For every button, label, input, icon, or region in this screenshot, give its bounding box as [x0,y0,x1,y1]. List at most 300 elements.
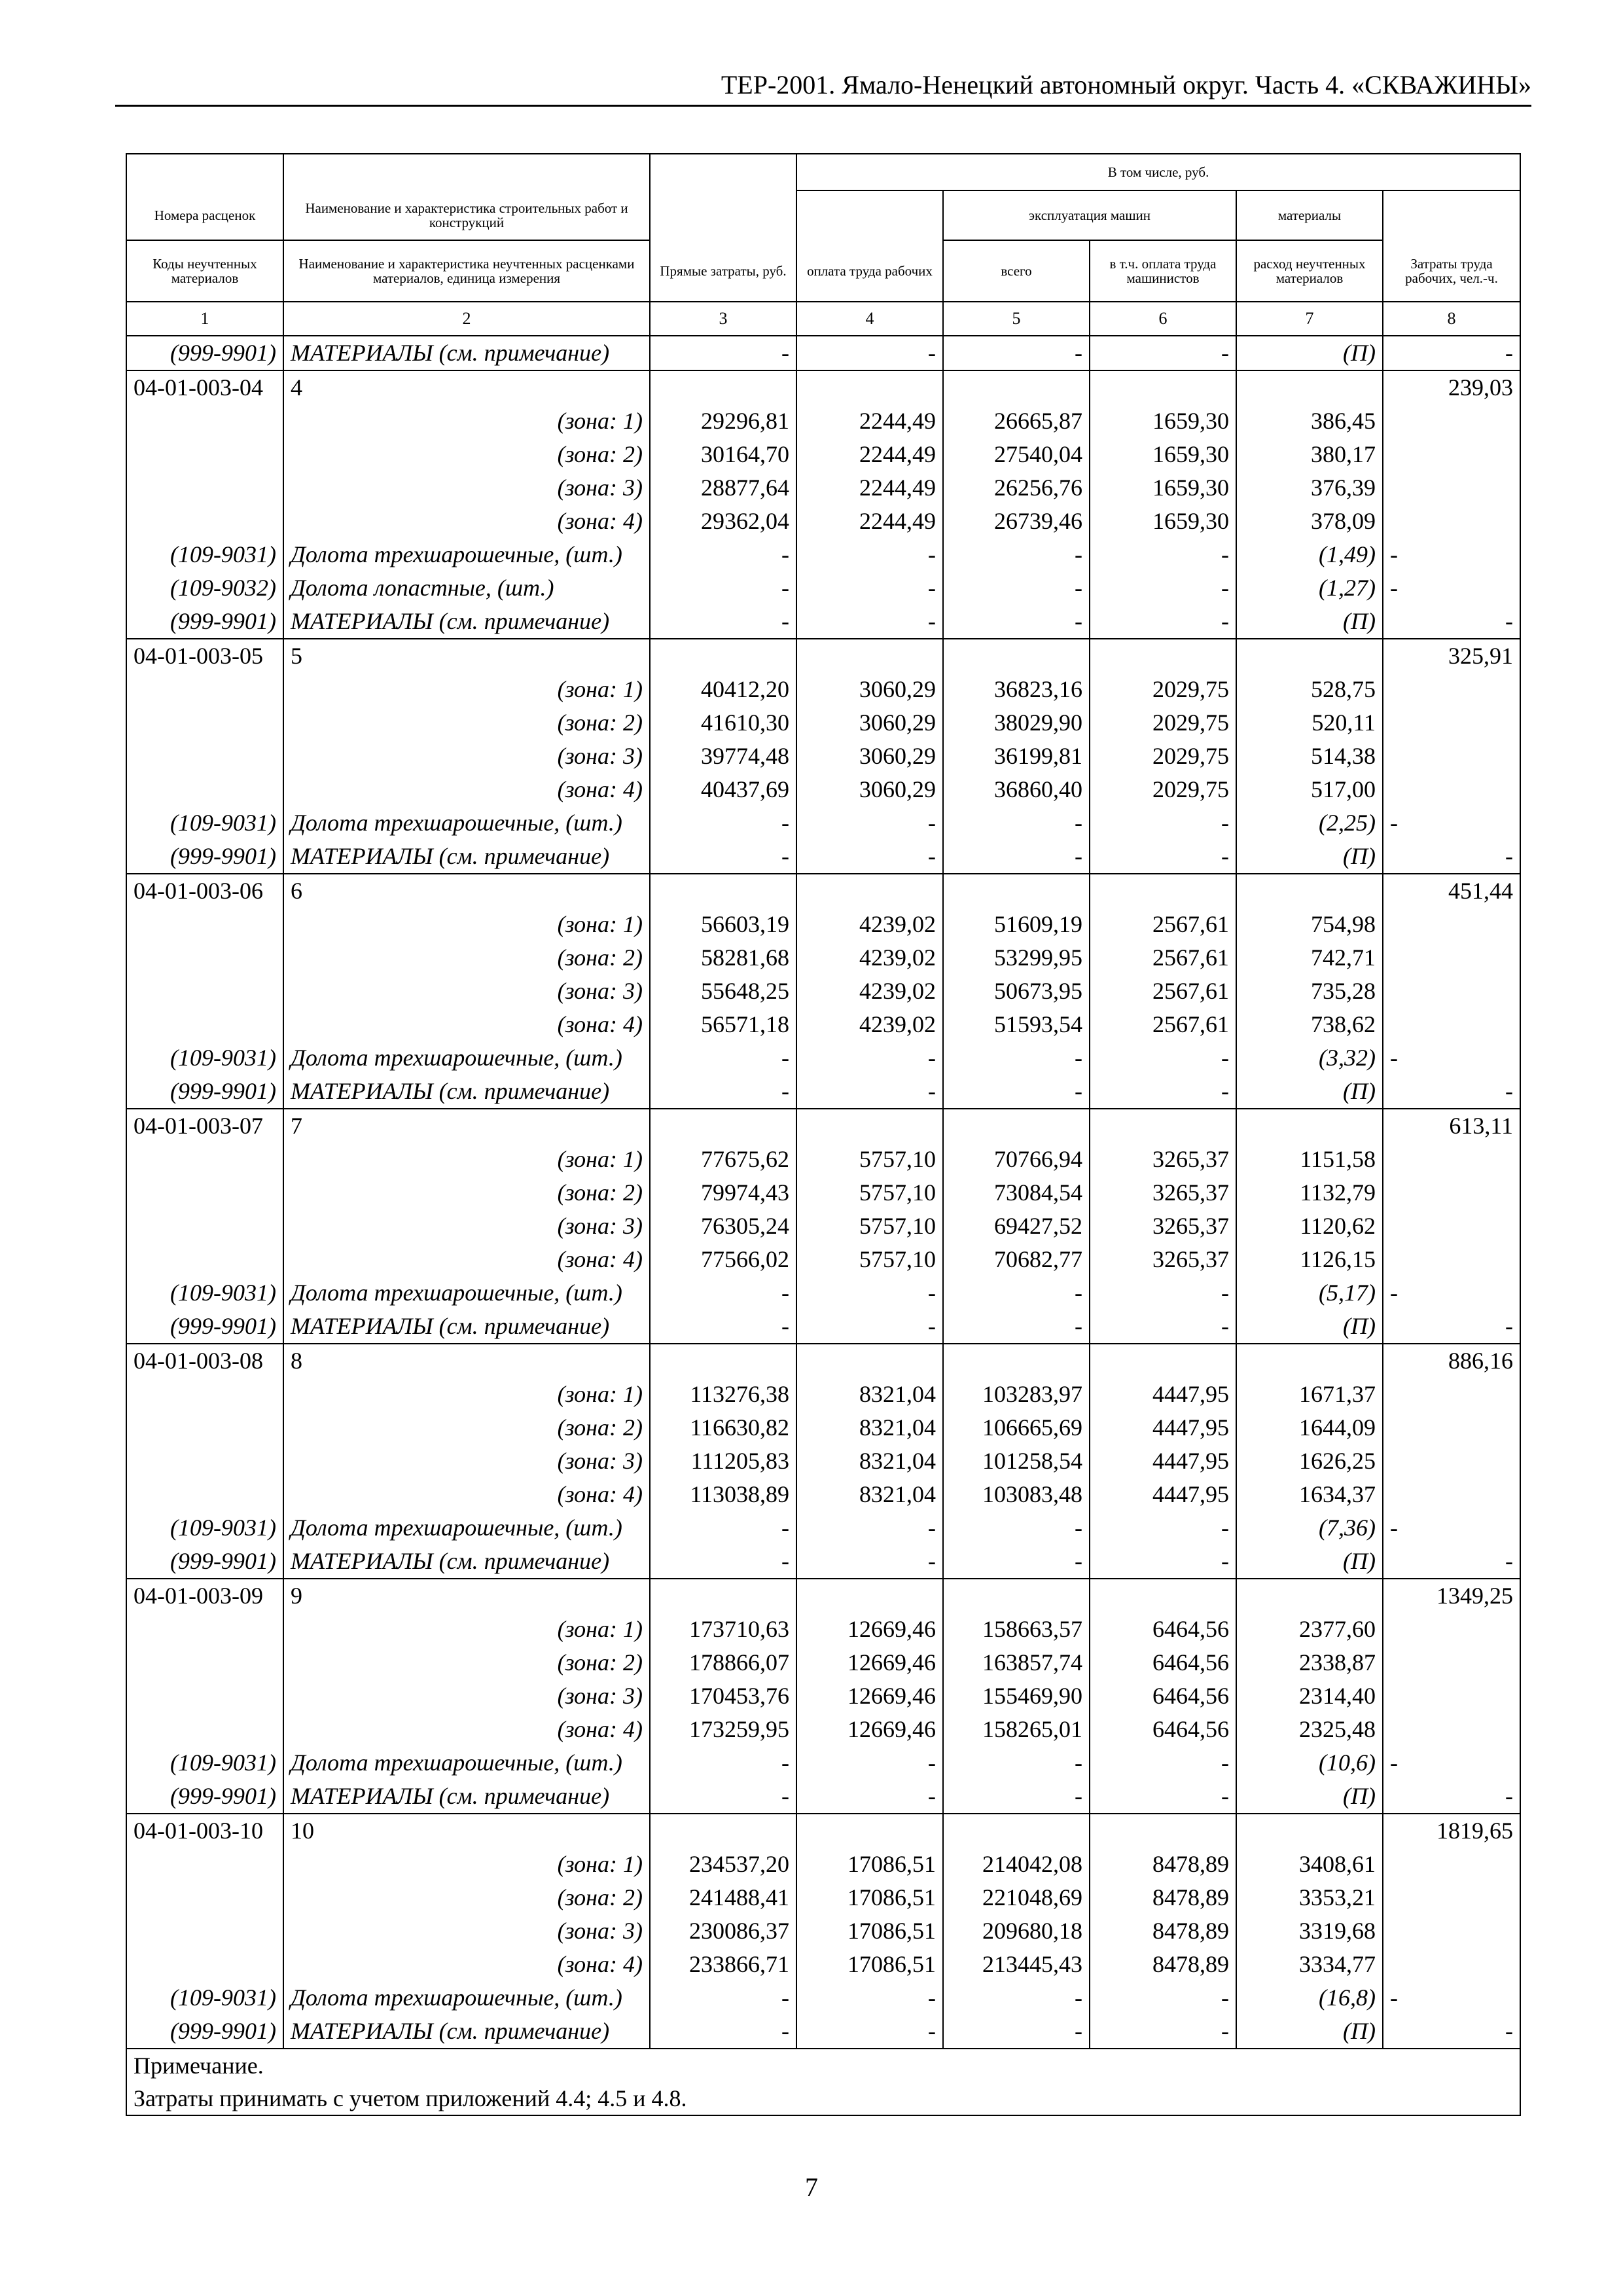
dash-cell: - [796,571,943,605]
machines-total: 163857,74 [943,1646,1090,1679]
empty-cell [126,908,283,941]
direct-costs: 241488,41 [650,1881,796,1914]
material-code: (109-9031) [126,1041,283,1075]
material-name: МАТЕРИАЛЫ (см. примечание) [283,1310,650,1344]
material-name: Долота трехшарошечные, (шт.) [283,1511,650,1545]
header-incl: В том числе, руб. [796,154,1520,190]
material-name: Долота трехшарошечные, (шт.) [283,806,650,840]
material-code: (999-9901) [126,1310,283,1344]
machines-total: 26256,76 [943,471,1090,505]
empty-cell [126,471,283,505]
empty-cell [1090,1344,1236,1378]
zone-label: (зона: 1) [283,1613,650,1646]
machines-total: 51593,54 [943,1008,1090,1041]
zone-row [126,1914,1520,1948]
machines-total: 213445,43 [943,1948,1090,1981]
machinist-pay: 6464,56 [1090,1613,1236,1646]
materials-cost: 754,98 [1236,908,1383,941]
header-col7: расход неучтенных материалов [1236,240,1383,302]
zone-label: (зона: 4) [283,1008,650,1041]
rate-row [126,1109,1520,1143]
direct-costs: 173259,95 [650,1713,796,1746]
labor-cost: 886,16 [1383,1344,1520,1378]
zone-label: (зона: 3) [283,1914,650,1948]
empty-cell [943,1579,1090,1613]
empty-cell [126,438,283,471]
direct-costs: 77675,62 [650,1143,796,1176]
dash-cell: - [796,806,943,840]
zone-row [126,505,1520,538]
empty-cell [126,1411,283,1444]
empty-cell [1236,1579,1383,1613]
dash-cell: - [796,1545,943,1579]
empty-cell [1383,706,1520,740]
empty-cell [126,1613,283,1646]
worker-pay: 5757,10 [796,1210,943,1243]
zone-label: (зона: 2) [283,1881,650,1914]
dash-cell: - [1090,806,1236,840]
column-number: 4 [796,302,943,336]
dash-cell: - [1090,1780,1236,1814]
header-machines: эксплуатация машин [943,190,1236,240]
material-row [126,538,1520,571]
material-labor: - [1383,1511,1520,1545]
material-row [126,1276,1520,1310]
material-code: (109-9031) [126,1981,283,2015]
empty-cell [126,1008,283,1041]
machines-total: 51609,19 [943,908,1090,941]
material-code: (999-9901) [126,840,283,874]
zone-label: (зона: 2) [283,941,650,975]
rate-name: 6 [283,874,650,908]
machines-total: 101258,54 [943,1444,1090,1478]
materials-cost: 376,39 [1236,471,1383,505]
material-labor: - [1383,806,1520,840]
materials-cost: 1120,62 [1236,1210,1383,1243]
machinist-pay: 3265,37 [1090,1143,1236,1176]
material-row [126,1780,1520,1814]
column-number: 6 [1090,302,1236,336]
zone-label: (зона: 2) [283,438,650,471]
direct-costs: 30164,70 [650,438,796,471]
header-col2-top [283,154,650,190]
empty-cell [796,1814,943,1848]
rate-code: 04-01-003-05 [126,639,283,673]
zone-row [126,1881,1520,1914]
empty-cell [943,1814,1090,1848]
materials-cost: 742,71 [1236,941,1383,975]
worker-pay: 17086,51 [796,1914,943,1948]
materials-cost: 735,28 [1236,975,1383,1008]
empty-cell [650,1109,796,1143]
dash-cell: - [796,605,943,639]
material-row [126,1746,1520,1780]
dash-cell: - [796,1780,943,1814]
material-code: (999-9901) [126,1075,283,1109]
dash-cell: - [943,1780,1090,1814]
dash-cell: - [796,538,943,571]
material-consumption: (1,49) [1236,538,1383,571]
machines-total: 36823,16 [943,673,1090,706]
direct-costs: 113038,89 [650,1478,796,1511]
machines-total: 103283,97 [943,1378,1090,1411]
empty-cell [1383,1444,1520,1478]
direct-costs: 40437,69 [650,773,796,806]
worker-pay: 12669,46 [796,1646,943,1679]
material-name: МАТЕРИАЛЫ (см. примечание) [283,840,650,874]
rate-name: 5 [283,639,650,673]
dash-cell: - [1090,840,1236,874]
empty-cell [650,370,796,404]
material-name: МАТЕРИАЛЫ (см. примечание) [283,1545,650,1579]
empty-cell [126,1914,283,1948]
dash-cell: - [943,538,1090,571]
zone-row [126,941,1520,975]
running-header: ТЕР-2001. Ямало-Ненецкий автономный округ. Часть 4. «СКВАЖИНЫ» [115,65,1531,107]
direct-costs: 111205,83 [650,1444,796,1478]
header-col1-top [126,154,283,190]
materials-cost: 2377,60 [1236,1613,1383,1646]
empty-cell [1383,975,1520,1008]
empty-cell [126,975,283,1008]
zone-row [126,975,1520,1008]
machines-total: 158265,01 [943,1713,1090,1746]
zone-label: (зона: 1) [283,673,650,706]
empty-cell [943,874,1090,908]
material-consumption: (2,25) [1236,806,1383,840]
dash-cell: - [650,1780,796,1814]
empty-cell [126,1378,283,1411]
zone-row [126,1378,1520,1411]
zone-label: (зона: 3) [283,975,650,1008]
dash-cell: - [1090,1041,1236,1075]
zone-row [126,1411,1520,1444]
empty-cell [1090,1814,1236,1848]
empty-cell [1383,505,1520,538]
rate-code: 04-01-003-10 [126,1814,283,1848]
dash-cell: - [650,1746,796,1780]
rate-row [126,639,1520,673]
material-consumption: (П) [1236,1075,1383,1109]
column-number: 2 [283,302,650,336]
zone-label: (зона: 1) [283,908,650,941]
dash-cell: - [943,1075,1090,1109]
dash-cell: - [943,1276,1090,1310]
worker-pay: 4239,02 [796,975,943,1008]
dash-cell: - [650,1075,796,1109]
material-row [126,571,1520,605]
empty-cell [1383,1679,1520,1713]
zone-label: (зона: 4) [283,1243,650,1276]
material-name: МАТЕРИАЛЫ (см. примечание) [283,2015,650,2049]
machinist-pay: 8478,89 [1090,1914,1236,1948]
note-cell [126,2049,1520,2115]
materials-cost: 386,45 [1236,404,1383,438]
machinist-pay: 8478,89 [1090,1948,1236,1981]
materials-cost: 1132,79 [1236,1176,1383,1210]
rate-name: 10 [283,1814,650,1848]
material-labor: - [1383,1310,1520,1344]
header-col5: всего [943,240,1090,302]
worker-pay: 2244,49 [796,438,943,471]
rate-name: 8 [283,1344,650,1378]
dash-cell: - [796,1041,943,1075]
labor-cost: 451,44 [1383,874,1520,908]
empty-cell [126,1176,283,1210]
material-name: Долота трехшарошечные, (шт.) [283,1276,650,1310]
material-labor: - [1383,1981,1520,2015]
zone-label: (зона: 4) [283,773,650,806]
column-number: 8 [1383,302,1520,336]
material-name: Долота лопастные, (шт.) [283,571,650,605]
empty-cell [126,740,283,773]
dash-cell: - [796,1511,943,1545]
machinist-pay: 4447,95 [1090,1411,1236,1444]
machinist-pay: 6464,56 [1090,1646,1236,1679]
zone-row [126,1008,1520,1041]
dash-cell: - [796,1746,943,1780]
direct-costs: 41610,30 [650,706,796,740]
empty-cell [943,370,1090,404]
direct-costs: 40412,20 [650,673,796,706]
material-labor: - [1383,1746,1520,1780]
zone-row [126,706,1520,740]
header-col3-top [650,154,796,190]
dash-cell: - [1090,1746,1236,1780]
dash-cell: - [943,806,1090,840]
machines-total: 221048,69 [943,1881,1090,1914]
direct-costs: 116630,82 [650,1411,796,1444]
dash-cell: - [650,538,796,571]
machines-total: 69427,52 [943,1210,1090,1243]
machinist-pay: 6464,56 [1090,1713,1236,1746]
machinist-pay: 1659,30 [1090,438,1236,471]
header-col4: оплата труда рабочих [796,240,943,302]
empty-cell [1383,1008,1520,1041]
dash-cell: - [1090,1981,1236,2015]
material-labor: - [1383,1276,1520,1310]
header-col1a: Номера расценок [126,190,283,240]
machinist-pay: 4447,95 [1090,1478,1236,1511]
worker-pay: 12669,46 [796,1713,943,1746]
materials-cost: 1671,37 [1236,1378,1383,1411]
material-labor: - [1383,571,1520,605]
material-row [126,1310,1520,1344]
direct-costs: 79974,43 [650,1176,796,1210]
dash-cell: - [943,605,1090,639]
dash-cell: - [943,1041,1090,1075]
materials-cost: 2325,48 [1236,1713,1383,1746]
machinist-pay: 2029,75 [1090,773,1236,806]
worker-pay: 4239,02 [796,941,943,975]
zone-label: (зона: 1) [283,1143,650,1176]
rate-code: 04-01-003-08 [126,1344,283,1378]
empty-cell [943,1109,1090,1143]
material-labor: - [1383,336,1520,370]
machines-total: 36199,81 [943,740,1090,773]
header-col6: в т.ч. оплата труда машинистов [1090,240,1236,302]
empty-cell [126,1444,283,1478]
dash-cell: - [796,1075,943,1109]
empty-cell [1383,1176,1520,1210]
rate-code: 04-01-003-04 [126,370,283,404]
empty-cell [1236,1109,1383,1143]
material-c3: - [650,336,796,370]
material-code: (999-9901) [126,1780,283,1814]
zone-label: (зона: 3) [283,471,650,505]
zone-row [126,1646,1520,1679]
material-row [126,2015,1520,2049]
zone-label: (зона: 3) [283,740,650,773]
zone-row [126,471,1520,505]
zone-row [126,1713,1520,1746]
worker-pay: 3060,29 [796,706,943,740]
zone-label: (зона: 4) [283,1948,650,1981]
material-row [126,806,1520,840]
empty-cell [1090,1579,1236,1613]
empty-cell [1383,438,1520,471]
material-code: (109-9031) [126,1746,283,1780]
direct-costs: 29296,81 [650,404,796,438]
rate-code: 04-01-003-09 [126,1579,283,1613]
empty-cell [796,874,943,908]
material-row [126,605,1520,639]
material-consumption: (П) [1236,1780,1383,1814]
material-labor: - [1383,1075,1520,1109]
materials-cost: 3319,68 [1236,1914,1383,1948]
worker-pay: 3060,29 [796,740,943,773]
labor-cost: 325,91 [1383,639,1520,673]
rate-row [126,1814,1520,1848]
material-code: (109-9031) [126,538,283,571]
machinist-pay: 2567,61 [1090,1008,1236,1041]
material-consumption: (П) [1236,605,1383,639]
empty-cell [796,1109,943,1143]
zone-row [126,404,1520,438]
machines-total: 26665,87 [943,404,1090,438]
machinist-pay: 1659,30 [1090,505,1236,538]
direct-costs: 28877,64 [650,471,796,505]
empty-cell [1383,673,1520,706]
machines-total: 214042,08 [943,1848,1090,1881]
machinist-pay: 2029,75 [1090,706,1236,740]
rate-code: 04-01-003-07 [126,1109,283,1143]
empty-cell [126,1646,283,1679]
material-c6: - [1090,336,1236,370]
zone-row [126,1848,1520,1881]
dash-cell: - [1090,2015,1236,2049]
machines-total: 155469,90 [943,1679,1090,1713]
materials-cost: 2338,87 [1236,1646,1383,1679]
material-row [126,1075,1520,1109]
empty-cell [126,1948,283,1981]
dash-cell: - [650,806,796,840]
zone-label: (зона: 3) [283,1210,650,1243]
zone-label: (зона: 3) [283,1444,650,1478]
material-labor: - [1383,538,1520,571]
materials-cost: 738,62 [1236,1008,1383,1041]
material-name: МАТЕРИАЛЫ (см. примечание) [283,1075,650,1109]
dash-cell: - [650,605,796,639]
material-labor: - [1383,840,1520,874]
machinist-pay: 3265,37 [1090,1210,1236,1243]
material-consumption: (1,27) [1236,571,1383,605]
machinist-pay: 1659,30 [1090,404,1236,438]
material-code: (109-9032) [126,571,283,605]
machines-total: 158663,57 [943,1613,1090,1646]
material-name: Долота трехшарошечные, (шт.) [283,1981,650,2015]
dash-cell: - [1090,1310,1236,1344]
empty-cell [126,404,283,438]
materials-cost: 380,17 [1236,438,1383,471]
empty-cell [1383,1914,1520,1948]
material-name: Долота трехшарошечные, (шт.) [283,1746,650,1780]
zone-row [126,908,1520,941]
zone-label: (зона: 1) [283,404,650,438]
empty-cell [126,673,283,706]
worker-pay: 17086,51 [796,1948,943,1981]
material-consumption: (5,17) [1236,1276,1383,1310]
materials-cost: 378,09 [1236,505,1383,538]
machinist-pay: 3265,37 [1090,1243,1236,1276]
zone-label: (зона: 2) [283,1411,650,1444]
direct-costs: 233866,71 [650,1948,796,1981]
zone-row [126,1478,1520,1511]
materials-cost: 2314,40 [1236,1679,1383,1713]
zone-row [126,673,1520,706]
note-text: Затраты принимать с учетом приложений 4.4; 4.5 и 4.8. [134,2085,687,2111]
material-name: МАТЕРИАЛЫ (см. примечание) [283,605,650,639]
material-row [126,1511,1520,1545]
zone-row [126,1613,1520,1646]
empty-cell [1090,370,1236,404]
zone-label: (зона: 4) [283,505,650,538]
direct-costs: 230086,37 [650,1914,796,1948]
empty-cell [1236,639,1383,673]
material-consumption: (16,8) [1236,1981,1383,2015]
dash-cell: - [796,1981,943,2015]
empty-cell [1383,1646,1520,1679]
worker-pay: 5757,10 [796,1143,943,1176]
empty-cell [1383,404,1520,438]
direct-costs: 173710,63 [650,1613,796,1646]
dash-cell: - [943,1310,1090,1344]
empty-cell [1383,773,1520,806]
zone-label: (зона: 2) [283,1176,650,1210]
dash-cell: - [943,1511,1090,1545]
empty-cell [126,1848,283,1881]
zone-row [126,740,1520,773]
header-col4-mid [796,190,943,240]
machines-total: 103083,48 [943,1478,1090,1511]
empty-cell [943,639,1090,673]
empty-cell [1383,1210,1520,1243]
labor-cost: 239,03 [1383,370,1520,404]
materials-cost: 3408,61 [1236,1848,1383,1881]
direct-costs: 76305,24 [650,1210,796,1243]
dash-cell: - [943,2015,1090,2049]
dash-cell: - [650,2015,796,2049]
machines-total: 70766,94 [943,1143,1090,1176]
material-consumption: (3,32) [1236,1041,1383,1075]
direct-costs: 39774,48 [650,740,796,773]
worker-pay: 4239,02 [796,1008,943,1041]
direct-costs: 113276,38 [650,1378,796,1411]
materials-cost: 528,75 [1236,673,1383,706]
empty-cell [126,1679,283,1713]
machinist-pay: 6464,56 [1090,1679,1236,1713]
material-code: (109-9031) [126,1511,283,1545]
